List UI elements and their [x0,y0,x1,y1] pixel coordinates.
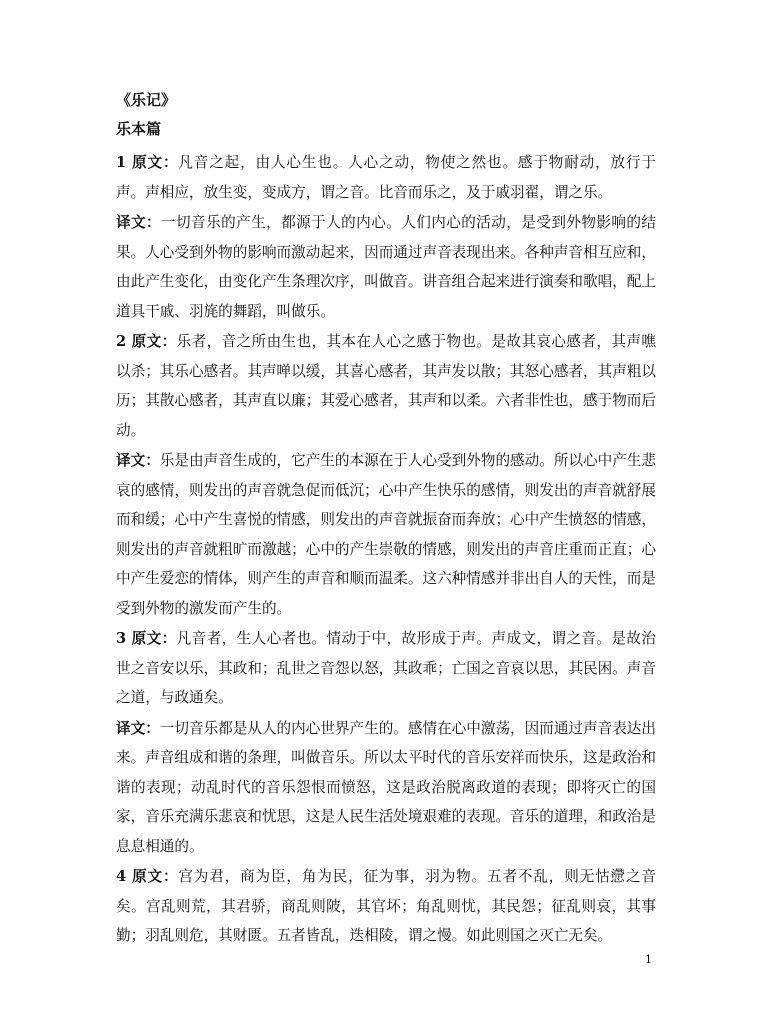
section-heading: 乐本篇 [116,120,162,138]
paragraph-text: 一切音乐的产生，都源于人的内心。人们内心的活动，是受到外物影响的结果。人心受到外物的影响而激动起来，因而通过声音表现出来。各种声音相互应和，由此产生变化，由变化产生条理次序，叫做音。讲音组合起来进行演奏和歌唱，配上道具干戚、羽旄的舞蹈，叫做乐。 [116,214,656,320]
paragraph-text: 一切音乐都是从人的内心世界产生的。感情在心中激荡，因而通过声音表达出来。声音组成和谐的条理，叫做音乐。所以太平时代的音乐安祥而快乐，这是政治和谐的表现；动乱时代的音乐怨恨而愤怒，这是政治脱离政道的表现；即将灭亡的国家，音乐充满乐悲哀和忧思，这是人民生活处境艰难的表现。音乐的道理，和政治是息息相通的。 [116,719,656,855]
paragraph-label: 2 原文： [116,333,177,350]
paragraph-1-translation [116,208,656,326]
paragraph-text: 凡音之起，由人心生也。人心之动，物使之然也。感于物耐动，放行于声。声相应，放生变，变成方，谓之音。比音而乐之，及于戚羽翟，谓之乐。 [116,154,656,201]
paragraph-label: 译文： [116,214,162,231]
paragraph-text: 乐者，音之所由生也，其本在人心之感于物也。是故其哀心感者，其声噍以杀；其乐心感者。其声啴以缓，其喜心感者，其声发以散；其怒心感者，其声粗以历；其散心感者，其声直以廉；其爱心感者，其声和以柔。六者非性也，感于物而后动。 [116,333,656,439]
paragraph-text: 凡音者，生人心者也。情动于中，故形成于声。声成文，谓之音。是故治世之音安以乐，其政和；乱世之音怨以怒，其政乖；亡国之音哀以思，其民困。声音之道，与政通矣。 [116,630,656,706]
document-body [116,90,656,952]
paragraph-2-original [116,327,656,445]
paragraph-label: 4 原文： [116,868,179,885]
paragraph-4-original [116,862,656,951]
paragraph-2-translation [116,446,656,623]
paragraph-label: 译文： [116,719,160,737]
paragraph-1-original [116,148,656,207]
paragraph-label: 3 原文： [116,630,177,647]
document-title: 《乐记》 [116,91,177,109]
paragraph-label: 1 原文： [116,154,179,171]
paragraph-label: 译文： [116,452,160,469]
paragraph-text: 乐是由声音生成的，它产生的本源在于人心受到外物的感动。所以心中产生悲哀的感情，则发出的声音就急促而低沉；心中产生快乐的感情，则发出的声音就舒展而和缓；心中产生喜悦的情感，则发出的声音就振奋而奔放；心中产生愤怒的情感，则发出的声音就粗旷而激越；心中的产生崇敬的情感，则发出的声音庄重而正直；心中产生爱恋的情体，则产生的声音和顺而温柔。这六种情感并非出自人的天性，而是受到外物的激发而产生的。 [116,452,656,617]
page-number: 1 [645,953,652,966]
paragraph-text: 宫为君，商为臣，角为民，征为事，羽为物。五者不乱，则无怙懘之音矣。宫乱则荒，其君骄，商乱则陂，其官坏；角乱则忧，其民怨；征乱则哀，其事勤；羽乱则危，其财匮。五者皆乱，迭相陵，谓之慢。如此则国之灭亡无矣。 [116,868,656,944]
paragraph-3-original [116,624,656,713]
paragraph-3-translation [116,714,656,862]
